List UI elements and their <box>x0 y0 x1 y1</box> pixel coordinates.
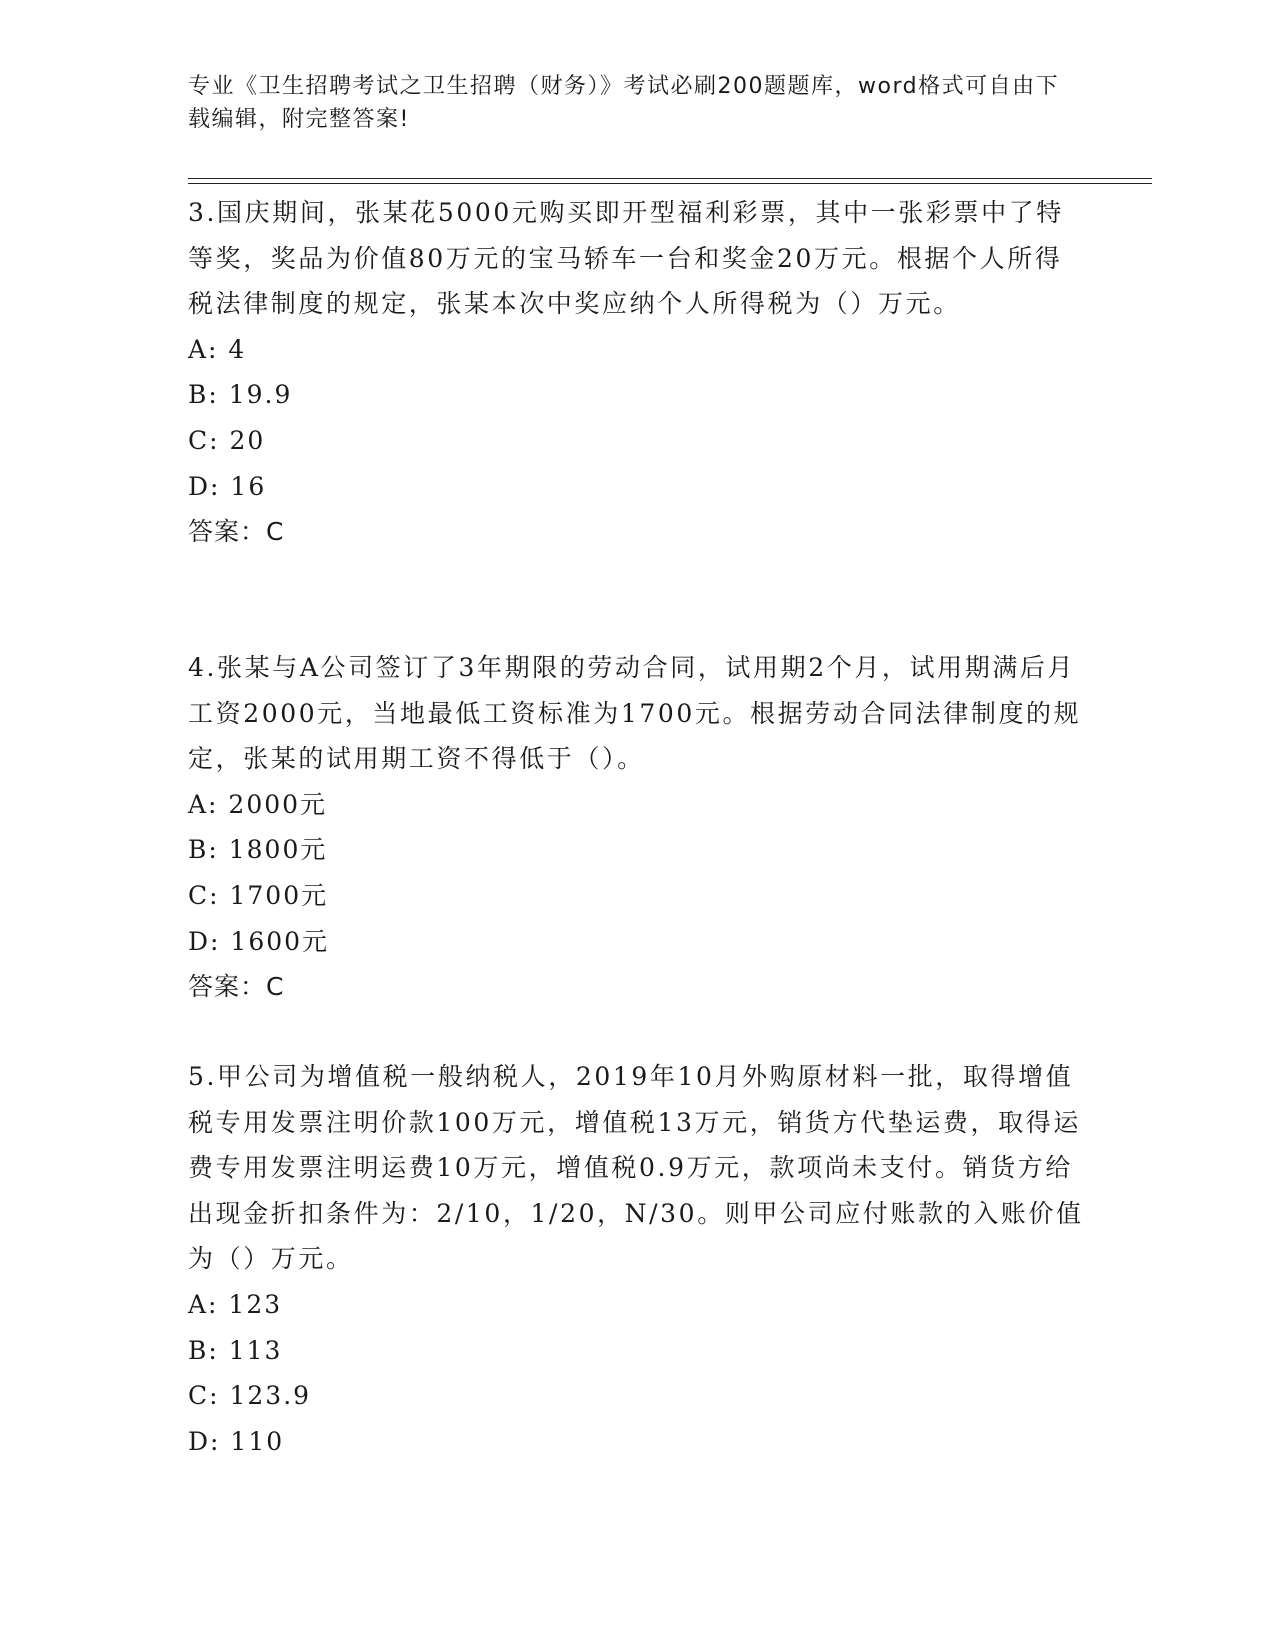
option-c: C: 20 <box>188 425 266 455</box>
question-stem: 5.甲公司为增值税一般纳税人，2019年10月外购原材料一批，取得增值税专用发票注明价款100万元，增值税13万元，销货方代垫运费，取得运费专用发票注明运费10万元，增值税0.9万元，款项尚未支付。销货方给出现金折扣条件为：2/10，1/20，N/30。则甲公司应付账款的入账价值为（）万元。 <box>188 1062 1084 1274</box>
option-b: B: 19.9 <box>188 380 293 410</box>
option-a: A: 123 <box>188 1289 283 1319</box>
option-d: D: 16 <box>188 471 267 501</box>
document-header: 专业《卫生招聘考试之卫生招聘（财务）》考试必刷200题题库，word格式可自由下载编辑，附完整答案! <box>188 74 1060 132</box>
option-b: B: 1800元 <box>188 835 328 865</box>
option-d: D: 1600元 <box>188 926 330 956</box>
question-stem: 3.国庆期间，张某花5000元购买即开型福利彩票，其中一张彩票中了特等奖，奖品为价值80万元的宝马轿车一台和奖金20万元。根据个人所得税法律制度的规定，张某本次中奖应纳个人所得税为（）万元。 <box>188 198 1064 319</box>
option-a: A: 2000元 <box>188 789 328 819</box>
option-d: D: 110 <box>188 1426 285 1456</box>
question-4 <box>188 645 1088 1010</box>
option-b: B: 113 <box>188 1335 283 1365</box>
question-stem: 4.张某与A公司签订了3年期限的劳动合同，试用期2个月，试用期满后月工资2000元，当地最低工资标准为1700元。根据劳动合同法律制度的规定，张某的试用期工资不得低于（）。 <box>188 653 1082 774</box>
header-divider-bottom <box>188 183 1152 184</box>
question-3 <box>188 190 1088 555</box>
option-c: C: 1700元 <box>188 880 329 910</box>
option-c: C: 123.9 <box>188 1381 312 1411</box>
answer-line: 答案：C <box>188 517 285 547</box>
answer-line: 答案：C <box>188 972 285 1002</box>
header-divider-top <box>188 178 1152 179</box>
option-a: A: 4 <box>188 334 247 364</box>
question-5 <box>188 1054 1088 1464</box>
